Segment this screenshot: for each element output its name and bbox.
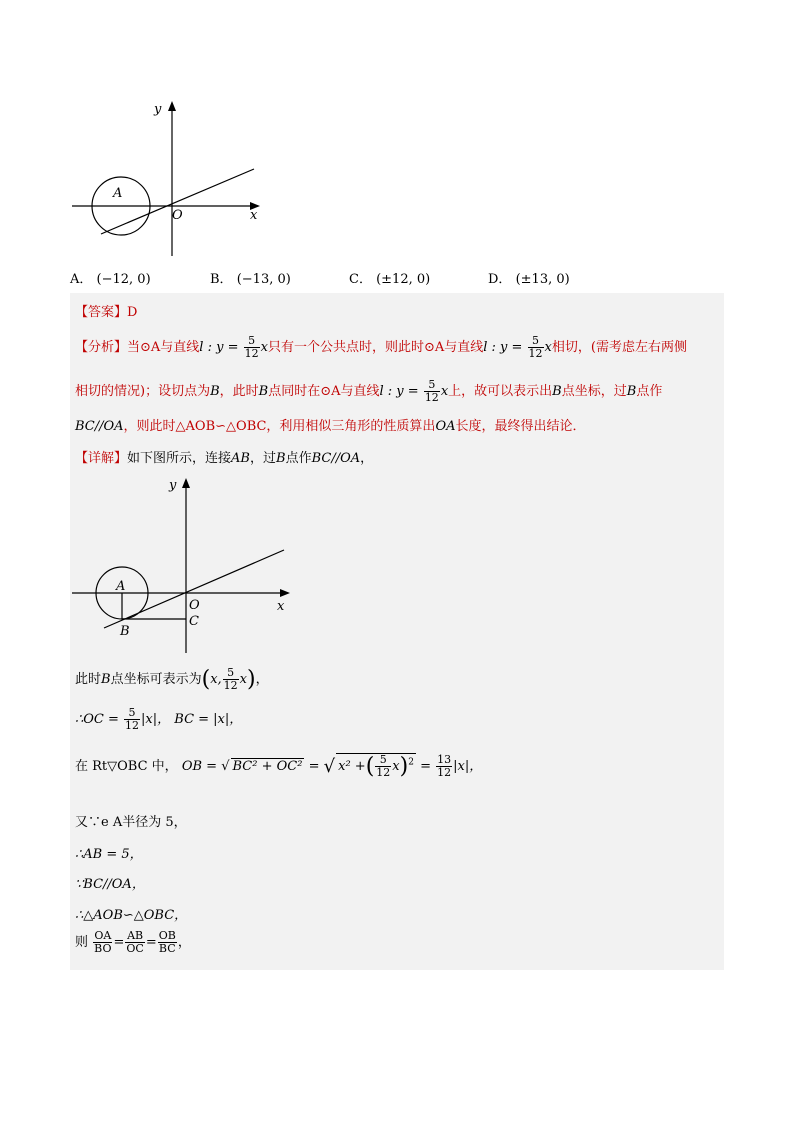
answer-value: D bbox=[127, 305, 138, 320]
sqrt-bc-oc: BC² + OC² bbox=[232, 759, 303, 774]
step-2 bbox=[75, 707, 242, 732]
step-text: 则 bbox=[75, 935, 89, 950]
step-text: ∴OC = bbox=[75, 712, 119, 727]
equals: = bbox=[113, 935, 125, 950]
var-b: B bbox=[210, 384, 220, 399]
detail-text: 点作 bbox=[285, 451, 312, 466]
analysis-text: 相切的情况)；设切点为 bbox=[75, 384, 211, 399]
label-b: B bbox=[120, 624, 130, 639]
step-text: 在 Rt▽OBC 中， bbox=[75, 759, 178, 774]
fraction-5-12 bbox=[375, 754, 391, 779]
bc-parallel-oa: BC//OA bbox=[75, 419, 124, 434]
fraction-ab-oc bbox=[125, 930, 144, 955]
var-x: x bbox=[260, 340, 268, 355]
label-o: O bbox=[189, 598, 200, 613]
step-1: 此时B点坐标可表示为(x, $\frac{5}{12}$ x)， bbox=[75, 666, 269, 692]
var-x: x bbox=[239, 672, 247, 687]
frac-num: 5 bbox=[528, 335, 544, 348]
analysis-text: 当⊙A与直线 bbox=[127, 340, 200, 355]
option-d-value: (±13, 0) bbox=[515, 272, 570, 287]
var-x: x bbox=[392, 759, 400, 774]
sqrt-expression: x² +( $\frac{5}{12}$ x)$^2$ bbox=[338, 753, 414, 779]
fraction-13-12 bbox=[436, 754, 452, 779]
frac-num: OA bbox=[94, 929, 112, 942]
step-3: 在 Rt▽OBC 中， OB = √ BC² + OC² = √ x² +( $\frac{5}{12}$ x)$^2$ = $\frac{13}{12}$ |x|， bbox=[75, 753, 483, 779]
label-a: A bbox=[113, 186, 123, 201]
frac-num: 13 bbox=[437, 753, 452, 766]
label-o: O bbox=[172, 208, 183, 223]
frac-den: 12 bbox=[223, 679, 238, 692]
analysis-text: 点同时在⊙A与直线 bbox=[268, 384, 380, 399]
var-b: B bbox=[101, 672, 111, 687]
step-text: 又∵e A半径为 5， bbox=[75, 815, 187, 830]
step-text: 此时 bbox=[75, 672, 102, 687]
coord-x: x, bbox=[210, 672, 222, 687]
step-text: ， bbox=[255, 672, 269, 687]
answer-options bbox=[70, 268, 730, 290]
y-axis-arrow bbox=[182, 478, 190, 488]
answer-line bbox=[75, 301, 137, 320]
step-text: ， bbox=[177, 935, 191, 950]
frac-num: AB bbox=[127, 929, 144, 942]
label-c: C bbox=[189, 614, 199, 629]
option-c-letter: C． bbox=[349, 272, 372, 287]
frac-den: BO bbox=[94, 942, 112, 955]
step-text: ∵BC//OA， bbox=[75, 877, 145, 892]
label-y: y bbox=[169, 478, 177, 493]
figure-coordinate-plane-1 bbox=[68, 96, 268, 262]
step-text: OB = bbox=[181, 759, 218, 774]
option-c[interactable] bbox=[349, 268, 430, 287]
analysis-text: ，则此时△AOB∽△OBC，利用相似三角形的性质算出 bbox=[123, 419, 436, 434]
fraction-5-12 bbox=[223, 667, 239, 692]
frac-num: 5 bbox=[424, 379, 440, 392]
equals: = bbox=[145, 935, 157, 950]
frac-den: 12 bbox=[424, 391, 439, 404]
var-x: x bbox=[544, 340, 552, 355]
label-a: A bbox=[116, 579, 126, 594]
step-4 bbox=[75, 811, 187, 830]
fraction-5-12 bbox=[244, 335, 260, 360]
var-b: B bbox=[276, 451, 286, 466]
frac-den: 12 bbox=[125, 719, 140, 732]
line-equation: l : y = bbox=[199, 340, 239, 355]
fraction-ob-bc bbox=[158, 930, 177, 955]
frac-num: 5 bbox=[223, 667, 239, 680]
analysis-text: 点坐标，过 bbox=[561, 384, 627, 399]
line-l bbox=[101, 169, 254, 234]
step-text: 点坐标可表示为 bbox=[110, 672, 202, 687]
fraction-5-12 bbox=[424, 379, 440, 404]
option-b-letter: B． bbox=[210, 272, 233, 287]
frac-num: OB bbox=[158, 929, 176, 942]
analysis-line-2 bbox=[75, 379, 662, 404]
analysis-line-3 bbox=[75, 415, 586, 434]
option-d[interactable] bbox=[488, 268, 570, 287]
step-text: = bbox=[308, 759, 320, 774]
label-x: x bbox=[277, 599, 285, 614]
analysis-text: 长度，最终得出结论． bbox=[455, 419, 586, 434]
label-y: y bbox=[154, 102, 162, 117]
solution-block bbox=[70, 293, 724, 970]
step-8 bbox=[75, 930, 191, 955]
step-5 bbox=[75, 843, 143, 862]
option-b-value: (−13, 0) bbox=[236, 272, 291, 287]
detail-text: ， bbox=[360, 451, 374, 466]
step-text: |x|， bbox=[453, 759, 483, 774]
figure-coordinate-plane-2 bbox=[70, 473, 300, 655]
frac-num: 5 bbox=[375, 754, 391, 767]
option-a-letter: A． bbox=[70, 272, 93, 287]
y-axis-arrow bbox=[168, 101, 176, 111]
analysis-text: 相切，(需考虑左右两侧 bbox=[551, 340, 687, 355]
analysis-text: 上，故可以表示出 bbox=[448, 384, 553, 399]
line-equation: l : y = bbox=[483, 340, 523, 355]
x-axis-arrow bbox=[280, 589, 290, 597]
analysis-line-1 bbox=[75, 335, 687, 360]
option-b[interactable] bbox=[210, 268, 291, 287]
step-text: = bbox=[420, 759, 432, 774]
abs-x: |x| bbox=[141, 712, 158, 727]
step-text: ∴△AOB∽△OBC， bbox=[75, 908, 188, 923]
var-oa: OA bbox=[435, 419, 456, 434]
frac-den: 12 bbox=[376, 766, 391, 779]
analysis-tag: 【分析】 bbox=[75, 340, 128, 355]
sqrt-part: x² + bbox=[338, 759, 366, 774]
var-ab: AB bbox=[231, 451, 250, 466]
frac-den: BC bbox=[158, 942, 176, 955]
frac-num: 5 bbox=[124, 707, 140, 720]
var-b: B bbox=[626, 384, 637, 399]
option-d-letter: D． bbox=[488, 272, 512, 287]
fraction-oa-bo bbox=[93, 930, 112, 955]
frac-num: 5 bbox=[244, 335, 260, 348]
bc-parallel-oa: BC//OA bbox=[311, 451, 361, 466]
frac-den: 12 bbox=[528, 347, 543, 360]
answer-tag: 【答案】 bbox=[75, 305, 128, 320]
step-text: ， BC = |x|， bbox=[157, 712, 243, 727]
detail-text: ，过 bbox=[249, 451, 276, 466]
var-b: B bbox=[552, 384, 562, 399]
exponent-2: 2 bbox=[408, 757, 414, 768]
analysis-text: ，此时 bbox=[219, 384, 259, 399]
step-7 bbox=[75, 904, 187, 923]
step-6 bbox=[75, 873, 145, 892]
line-equation: l : y = bbox=[379, 384, 419, 399]
fraction-5-12 bbox=[124, 707, 140, 732]
frac-den: OC bbox=[126, 942, 144, 955]
detail-text: 如下图所示，连接 bbox=[127, 451, 232, 466]
frac-den: 12 bbox=[244, 347, 259, 360]
var-x: x bbox=[440, 384, 449, 399]
detail-line bbox=[75, 447, 373, 466]
option-a-value: (−12, 0) bbox=[96, 272, 151, 287]
option-c-value: (±12, 0) bbox=[376, 272, 431, 287]
analysis-text: 只有一个公共点时，则此时⊙A与直线 bbox=[267, 340, 484, 355]
var-b: B bbox=[258, 384, 269, 399]
fraction-5-12 bbox=[528, 335, 544, 360]
frac-den: 12 bbox=[437, 766, 452, 779]
analysis-text: 点作 bbox=[636, 384, 663, 399]
label-x: x bbox=[250, 208, 258, 223]
option-a[interactable] bbox=[70, 268, 151, 287]
step-text: ∴AB = 5， bbox=[75, 847, 143, 862]
detail-tag: 【详解】 bbox=[75, 451, 128, 466]
